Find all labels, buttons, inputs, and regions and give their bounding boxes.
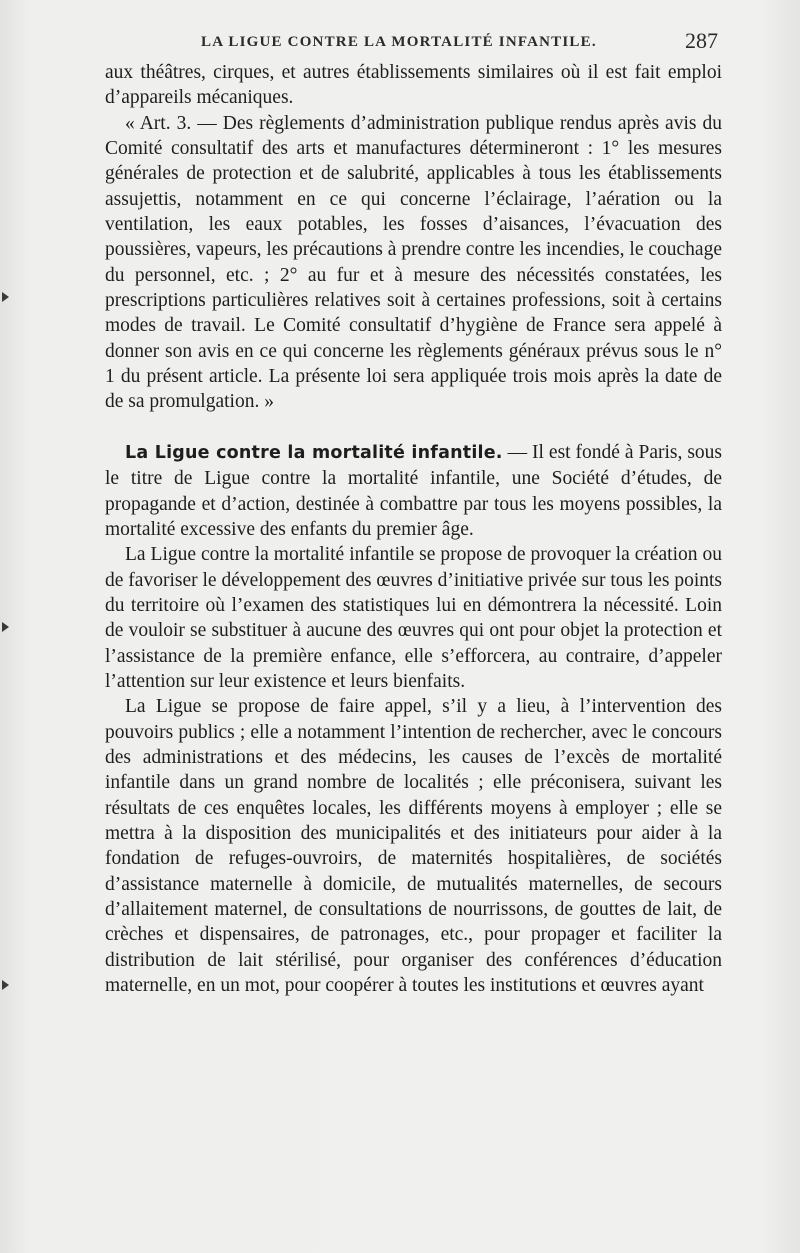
paragraph-ligue-actions: La Ligue se propose de faire appel, s’il y a lieu, à l’intervention des pouvoirs publics ; elle a notamment l’intention de rechercher, avec le concours des administrations et des médecins, les causes de l’excès de mortalité infantile dans un grand nombre de localités ; elle préconisera, suivant les résultats de ces enquêtes locales, les différents moyens à employer ; elle se mettra à la disposition des municipalités et des initiateurs pour aider à la fondation de refuges-ouvroirs, de maternités hospitalières, de sociétés d’assistance maternelle à domicile, de mutualités maternelles, de secours d’allaitement maternel, de consultations de nourrissons, de gouttes de lait, de crèches et dispensaires, de patronages, etc., pour propager et faciliter la distribution de lait stérilisé, pour organiser des conférences d’éducation maternelle, en un mot, pour coopérer à toutes les institutions et œuvres ayant bbox=[105, 696, 722, 997]
section-title: La Ligue contre la mortalité infantile. bbox=[125, 442, 503, 463]
paragraph-ligue-aims: La Ligue contre la mortalité infantile se propose de provoquer la création ou de favoriser le développement des œuvres d’initiative privée sur tous les points du territoire où l’examen des statistiques lui en démontrera la nécessité. Loin de vouloir se substituer à aucune des œuvres qui ont pour objet la protection et l’assistance de la première enfance, elle s’efforcera, au contraire, d’appeler l’attention sur leur existence et leurs bienfaits. bbox=[105, 544, 722, 692]
section-gap bbox=[105, 415, 722, 440]
paragraph-ligue-intro-text: — Il est fondé à Paris, sous le titre de Ligue contre la mortalité infantile, une Société d’études, de propagande et d’action, destinée à combattre par tous les moyens possibles, la mortalité excessive des enfants du premier âge. bbox=[105, 441, 722, 540]
page-body bbox=[105, 60, 722, 998]
margin-marker-3 bbox=[2, 980, 9, 990]
page-header bbox=[105, 30, 720, 56]
margin-marker-1 bbox=[2, 292, 9, 302]
page-number: 287 bbox=[685, 28, 718, 53]
paragraph-1: aux théâtres, cirques, et autres établissements similaires où il est fait emploi d’appareils mécaniques. bbox=[105, 62, 722, 109]
paragraph-article-3: « Art. 3. — Des règlements d’administration publique rendus après avis du Comité consultatif des arts et manufactures détermineront : 1° les mesures générales de protection et de salubrité, applicables à tous les établissements assujettis, notamment en ce qui concerne l’éclairage, l’aération ou la ventilation, les eaux potables, les fosses d’aisances, l’évacuation des poussières, vapeurs, les précautions à prendre contre les incendies, le couchage du personnel, etc. ; 2° au fur et à mesure des nécessités constatées, les prescriptions particulières relatives soit à certaines professions, soit à certains modes de travail. Le Comité consultatif d’hygiène de France sera appelé à donner son avis en ce qui concerne les règlements généraux prévus sous le n° 1 du présent article. La présente loi sera appliquée trois mois après la date de de sa promulgation. » bbox=[105, 112, 722, 413]
paragraph-ligue-intro bbox=[105, 440, 722, 542]
margin-marker-2 bbox=[2, 622, 9, 632]
running-head: LA LIGUE CONTRE LA MORTALITÉ INFANTILE. bbox=[201, 34, 597, 50]
